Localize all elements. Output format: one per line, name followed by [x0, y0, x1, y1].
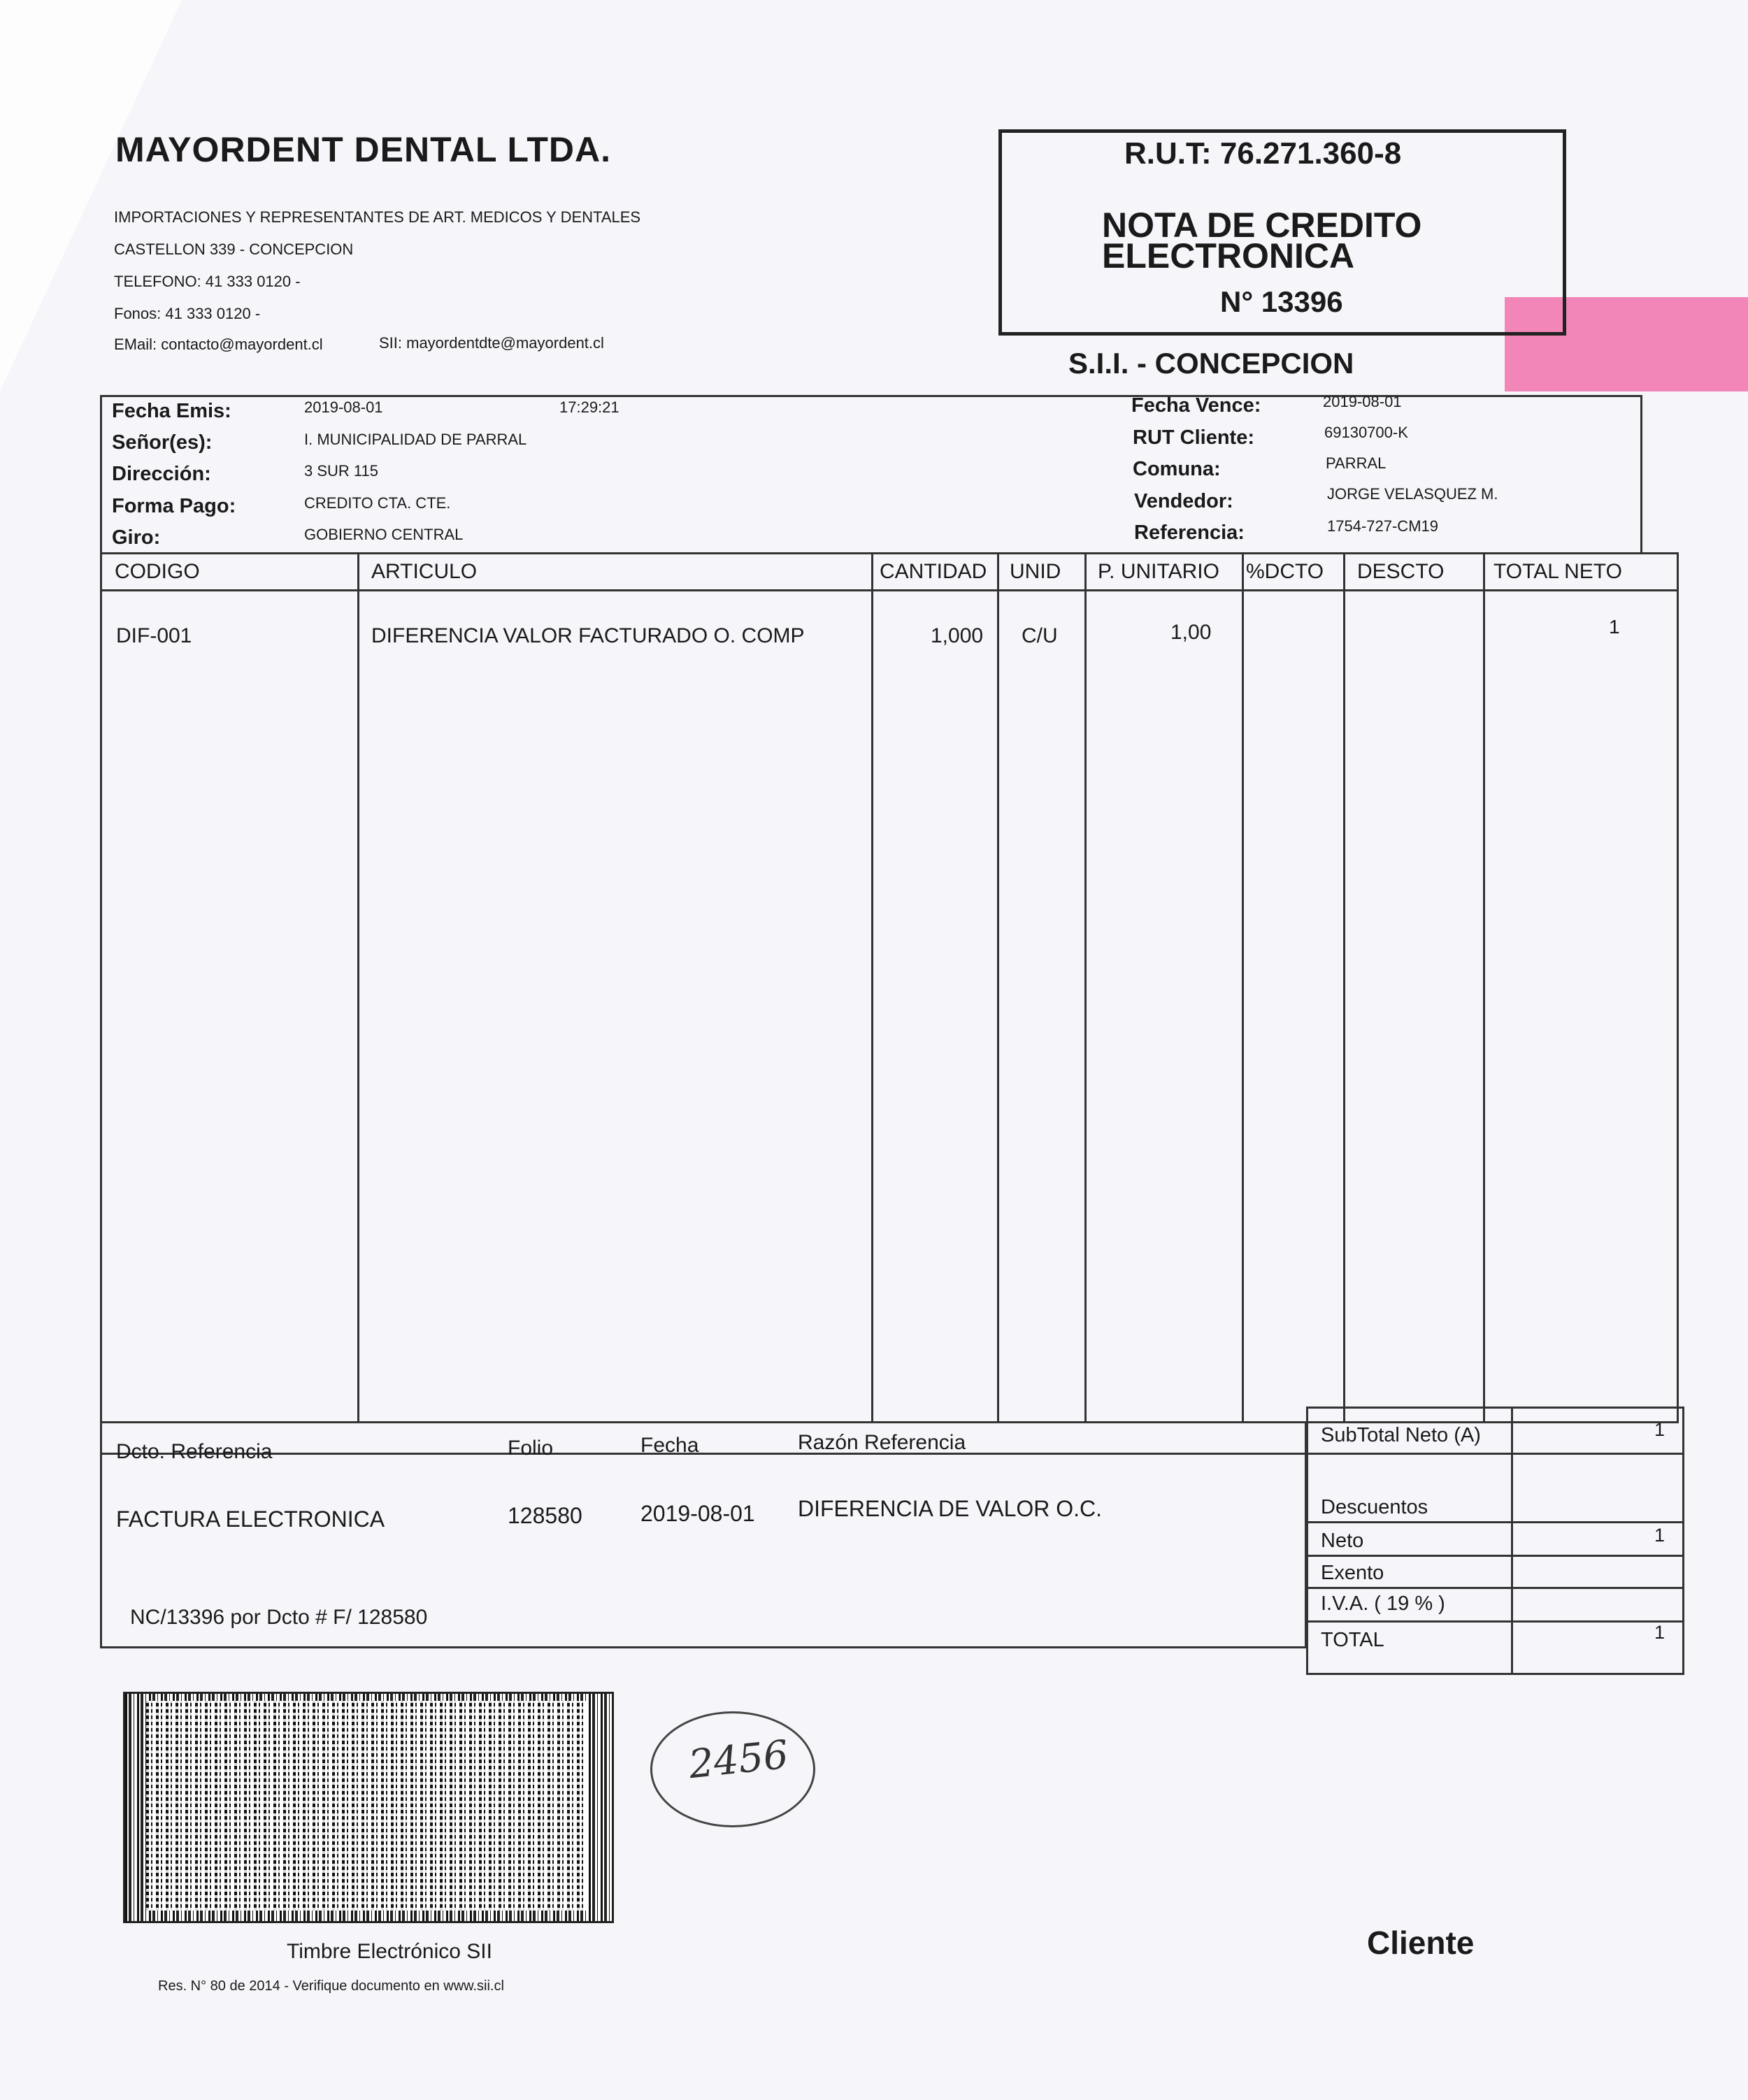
value-vendedor: JORGE VELASQUEZ M. — [1327, 485, 1498, 503]
company-fonos: Fonos: 41 333 0120 - — [114, 305, 261, 322]
col-divider — [997, 554, 999, 1421]
value-forma-pago: CREDITO CTA. CTE. — [304, 494, 451, 512]
label-descuentos: Descuentos — [1321, 1496, 1428, 1518]
label-vendedor: Vendedor: — [1134, 490, 1233, 512]
col-divider — [1084, 554, 1087, 1421]
totals-row — [1308, 1555, 1682, 1589]
ref-folio: 128580 — [508, 1503, 582, 1528]
value-senores: I. MUNICIPALIDAD DE PARRAL — [304, 431, 527, 448]
items-table — [100, 552, 1679, 1423]
copy-label: Cliente — [1367, 1925, 1475, 1961]
header-articulo: ARTICULO — [371, 560, 478, 583]
label-subtotal: SubTotal Neto (A) — [1321, 1424, 1481, 1446]
value-comuna: PARRAL — [1326, 454, 1387, 472]
label-fecha-emis: Fecha Emis: — [112, 400, 231, 422]
item-cantidad: 1,000 — [931, 624, 984, 647]
label-iva: I.V.A. ( 19 % ) — [1321, 1592, 1445, 1615]
reference-box — [100, 1423, 1307, 1648]
value-rut-cliente: 69130700-K — [1324, 424, 1408, 441]
header-p-unitario: P. UNITARIO — [1098, 560, 1219, 583]
value-direccion: 3 SUR 115 — [304, 462, 378, 480]
col-divider — [871, 554, 873, 1421]
ref-header-folio: Folio — [508, 1437, 554, 1460]
ref-fecha: 2019-08-01 — [640, 1501, 755, 1526]
value-emis-time: 17:29:21 — [559, 398, 619, 416]
timbre-label: Timbre Electrónico SII — [287, 1940, 492, 1963]
company-activity: IMPORTACIONES Y REPRESENTANTES DE ART. MEDICOS Y DENTALES — [114, 208, 641, 226]
label-direccion: Dirección: — [112, 463, 211, 485]
label-referencia: Referencia: — [1134, 522, 1245, 544]
ref-dcto: FACTURA ELECTRONICA — [116, 1506, 385, 1532]
header-total-neto: TOTAL NETO — [1493, 560, 1622, 583]
col-divider — [1242, 554, 1244, 1421]
item-articulo: DIFERENCIA VALOR FACTURADO O. COMP — [371, 624, 805, 647]
item-unid: C/U — [1022, 624, 1058, 647]
document-title-line1: NOTA DE CREDITO — [1102, 206, 1422, 245]
col-divider — [1343, 554, 1345, 1421]
barcode-pattern — [146, 1701, 587, 1911]
value-fecha-vence: 2019-08-01 — [1323, 393, 1402, 410]
label-rut-cliente: RUT Cliente: — [1133, 426, 1254, 449]
value-fecha-emis: 2019-08-01 — [304, 398, 383, 416]
company-address: CASTELLON 339 - CONCEPCION — [114, 240, 354, 258]
sii-office: S.I.I. - CONCEPCION — [1068, 347, 1354, 380]
header-cantidad: CANTIDAD — [880, 560, 987, 583]
items-header-divider — [102, 589, 1677, 591]
totals-row — [1308, 1409, 1682, 1455]
header-pct-dcto: %DCTO — [1246, 560, 1324, 583]
label-fecha-vence: Fecha Vence: — [1131, 394, 1261, 417]
rut: R.U.T: 76.271.360-8 — [1124, 136, 1402, 171]
label-neto: Neto — [1321, 1530, 1364, 1552]
ref-header-fecha: Fecha — [640, 1434, 699, 1457]
label-giro: Giro: — [112, 526, 161, 549]
label-senores: Señor(es): — [112, 431, 213, 454]
col-divider — [1483, 554, 1485, 1421]
label-total: TOTAL — [1321, 1629, 1384, 1651]
document-title-line2: ELECTRONICA — [1102, 236, 1355, 275]
col-divider — [357, 554, 359, 1421]
header-descto: DESCTO — [1357, 560, 1445, 583]
totals-box — [1306, 1407, 1684, 1675]
company-phone: TELEFONO: 41 333 0120 - — [114, 273, 301, 290]
ref-note: NC/13396 por Dcto # F/ 128580 — [130, 1606, 428, 1629]
value-giro: GOBIERNO CENTRAL — [304, 526, 464, 543]
totals-row — [1308, 1587, 1682, 1623]
header-unid: UNID — [1010, 560, 1061, 583]
ref-razon: DIFERENCIA DE VALOR O.C. — [798, 1496, 1103, 1521]
document-number: N° 13396 — [1220, 285, 1343, 318]
company-name: MAYORDENT DENTAL LTDA. — [115, 130, 612, 169]
value-referencia: 1754-727-CM19 — [1327, 517, 1438, 535]
label-comuna: Comuna: — [1133, 458, 1221, 480]
value-total: 1 — [1654, 1622, 1665, 1643]
header-codigo: CODIGO — [115, 560, 200, 583]
handwritten-number: 2456 — [686, 1732, 791, 1788]
ref-header-dcto: Dcto. Referencia — [116, 1440, 273, 1463]
value-subtotal: 1 — [1654, 1419, 1665, 1440]
item-total-neto: 1 — [1609, 616, 1620, 638]
resolution-note: Res. N° 80 de 2014 - Verifique documento en www.sii.cl — [158, 1978, 504, 1994]
electronic-stamp-barcode — [123, 1692, 614, 1923]
document-title — [1102, 206, 1422, 275]
label-forma-pago: Forma Pago: — [112, 495, 236, 517]
totals-row — [1308, 1453, 1682, 1523]
value-neto: 1 — [1654, 1525, 1665, 1546]
folded-corner — [0, 0, 182, 391]
company-sii-email: SII: mayordentdte@mayordent.cl — [379, 334, 604, 352]
item-p-unitario: 1,00 — [1170, 621, 1212, 644]
ref-header-razon: Razón Referencia — [798, 1431, 966, 1454]
label-exento: Exento — [1321, 1562, 1384, 1584]
item-codigo: DIF-001 — [116, 624, 192, 647]
company-email: EMail: contacto@mayordent.cl — [114, 336, 323, 353]
reference-header-divider — [102, 1453, 1305, 1455]
totals-row — [1308, 1521, 1682, 1557]
